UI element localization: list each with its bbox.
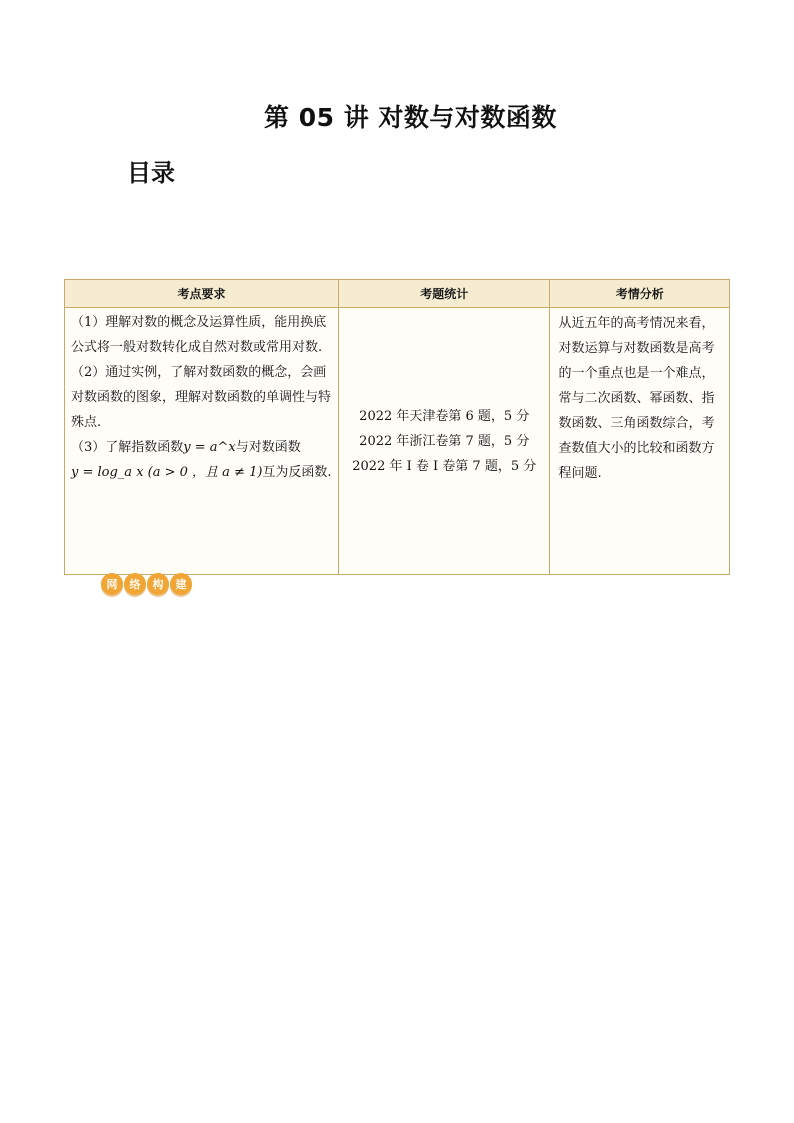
requirement-item-2: （2）通过实例，了解对数函数的概念，会画对数函数的图象，理解对数函数的单调性与特殊点.: [71, 365, 332, 430]
requirement-item-1: （1）理解对数的概念及运算性质，能用换底公式将一般对数转化成自然对数或常用对数.: [71, 315, 327, 355]
header-statistics: 考题统计: [339, 280, 550, 308]
stat-line-1: 2022 年天津卷第 6 题，5 分: [359, 408, 530, 424]
header-analysis: 考情分析: [550, 280, 730, 308]
badge-char-4: 建: [170, 573, 192, 595]
page-title: 第 05 讲 对数与对数函数: [264, 103, 557, 132]
requirements-cell: [65, 308, 339, 575]
exam-table: [64, 279, 730, 575]
stat-line-2: 2022 年浙江卷第 7 题，5 分: [359, 433, 530, 449]
requirement-item-3-suffix: 互为反函数.: [262, 465, 332, 480]
formula-exponential: y = a^x: [183, 440, 236, 455]
table-header-row: [65, 280, 730, 308]
badge-char-1: 网: [101, 573, 123, 595]
table-row: [65, 308, 730, 575]
badge-char-3: 构: [147, 573, 169, 595]
toc-heading: 目录: [127, 159, 175, 187]
requirement-item-3-prefix: （3）了解指数函数: [71, 440, 184, 455]
statistics-cell: [339, 308, 550, 575]
requirement-item-3: [71, 435, 332, 485]
header-requirements: 考点要求: [65, 280, 339, 308]
stat-line-3: 2022 年 I 卷 I 卷第 7 题，5 分: [352, 458, 537, 474]
formula-logarithmic: y = log_a x (a > 0 ，且 a ≠ 1): [71, 465, 263, 480]
network-build-badge: [101, 573, 192, 595]
analysis-cell: 从近五年的高考情况来看，对数运算与对数函数是高考的一个重点也是一个难点，常与二次函数、幂函数、指数函数、三角函数综合，考查数值大小的比较和函数方程问题.: [550, 308, 730, 575]
requirement-item-3-mid: 与对数函数: [235, 440, 301, 455]
badge-char-2: 络: [124, 573, 146, 595]
